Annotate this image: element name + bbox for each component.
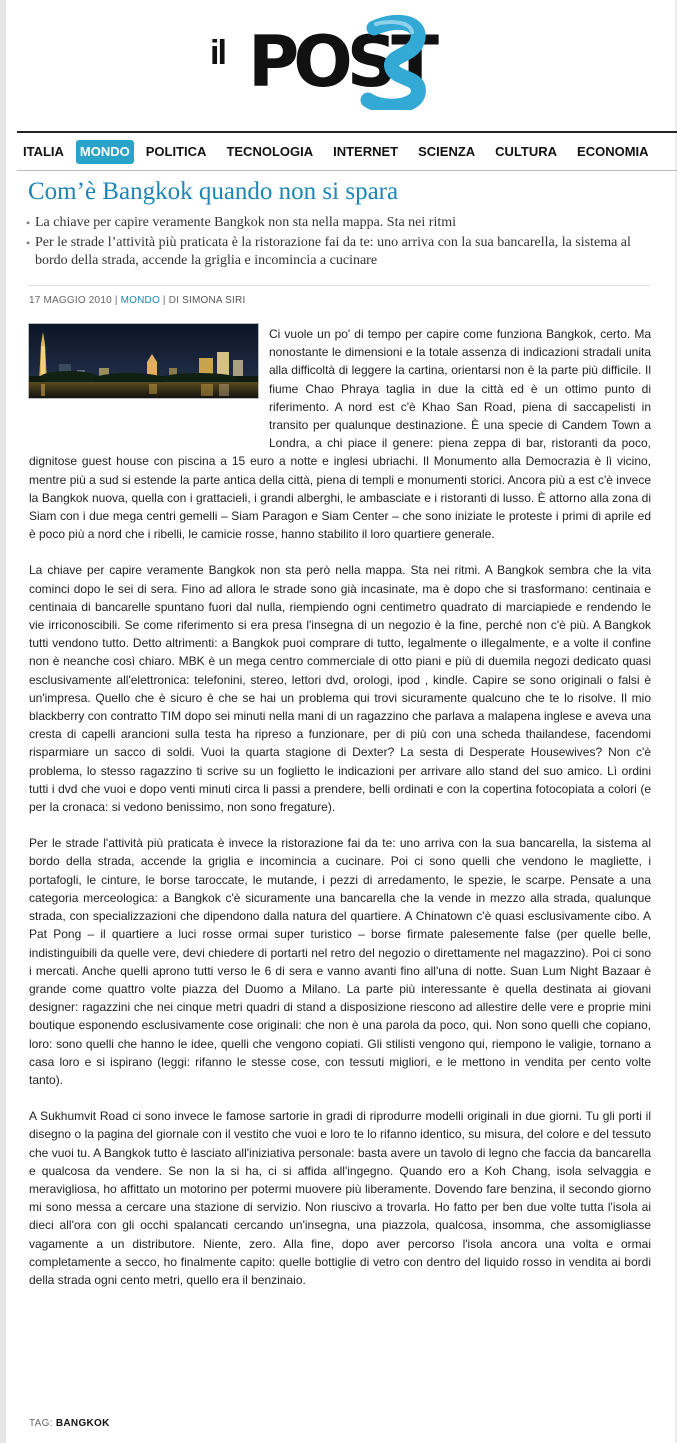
summary-item: • La chiave per capire veramente Bangkok non sta nella mappa. Sta nei ritmi xyxy=(26,214,650,232)
main-navigation xyxy=(17,131,677,171)
nav-item-cultura[interactable]: CULTURA xyxy=(495,143,558,159)
logo-post-text: POST xyxy=(248,21,433,103)
site-logo[interactable] xyxy=(210,22,460,102)
logo-blue-ribbon-icon xyxy=(352,14,430,110)
article-summary xyxy=(26,214,650,272)
body-paragraph: Per le strade l'attività più praticata è invece la ristorazione fai da te: uno arriva con la sua bancarella, la sistema al bordo della strada, accende la griglia e incomincia a cucinare. Poi ci sono quelli che vendono le magliette, i portafogli, le cinture, le borse taroccate, le mutande, i pezzi di arredamento, le spezie, le scarpe. Pensate a una categoria merceologica: a Bangkok c'è sicuramente una bancarella che la vende in mezzo alla strada, qualunque strada, con specializzazioni che dipendono dalla natura del quartiere. A Chinatown c'è quasi esclusivamente cibo. A Pat Pong – il quartiere a luci rosse ormai super turistico – borse firmate palesemente false (per quelle belle, indistinguibili da quelle vere, devi chiedere di portarti nel retro del negozio o direttamente nel magazzino). Poi ci sono i mercati. Anche quelli aprono tutti verso le 6 di sera e vanno avanti fino all'una di notte. Suan Lum Night Bazaar è grande come quattro volte piazza del Duomo a Milano. La parte più interessante è quella destinata ai giovani designer: ragazzini che nei cinque metri quadri di stand a disposizione riescono ad allestire delle vere e proprie mini boutique esponendo esclusivamente cose originali: che non è una parola da poco, qui. Non sono quelli che copiano, loro: sono quelli che hanno le idee, quelli che vengono copiati. Gli stilisti vengono qui, riempono le valigie, tornano a casa loro e si ispirano (leggi: rifanno le stesse cose, con tessuti migliori, e le mettono in vendita per cento volte tanto). xyxy=(29,836,651,1087)
logo-il-text: il xyxy=(210,34,225,72)
article-meta: 17 MAGGIO 2010 | MONDO | DI SIMONA SIRI xyxy=(29,295,246,306)
body-paragraph: Ci vuole un po' di tempo per capire come funziona Bangkok, certo. Ma nonostante le dimensioni e la totale assenza di indicazioni stradali unita alla difficoltà di leggere la cartina, orientarsi non è la parte più difficile. Il fiume Chao Phraya taglia in due la città ed è un ottimo punto di riferimento. A nord est c'è Khao San Road, piena di saccapelisti in transito per qualunque destinazione. È una specie di Candem Town a Londra, a chi piace il genere: piena zeppa di bar, ristoranti da poco, dignitose guest house con piscina a 15 euro a notte e inglesi ubriachi. Il Monumento alla Democrazia è lì vicino, mentre più a sud si estende la parte antica della città, piena di templi e monumenti storici. Ancora più a est c'è invece la Bangkok nuova, quella con i grattacieli, i grandi alberghi, le ambasciate e i ristoranti di lusso. È attorno alla zona di Siam con i due mega centri gemelli – Siam Paragon e Siam Center – che sono iniziate le proteste i primi di aprile ed è poco più a nord che i ribelli, le camicie rosse, hanno stabilito il loro quartiere generale. xyxy=(29,327,651,542)
nav-item-mondo[interactable]: MONDO xyxy=(76,140,134,164)
article-body xyxy=(29,325,651,1307)
nav-item-italia[interactable]: ITALIA xyxy=(23,143,64,159)
summary-item: • Per le strade l’attività più praticata è la ristorazione fai da te: uno arriva con la sua bancarella, la sistema al bordo della strada, accende la griglia e incomincia a cucinare xyxy=(26,234,650,270)
tag-label: TAG: xyxy=(29,1418,53,1429)
article-category-link[interactable]: MONDO xyxy=(120,295,160,306)
nav-item-tecnologia[interactable]: TECNOLOGIA xyxy=(226,143,314,159)
article-title[interactable]: Com’è Bangkok quando non si spara xyxy=(28,178,399,205)
left-margin-rule xyxy=(0,0,6,1443)
tag-link-bangkok[interactable]: BANGKOK xyxy=(55,1418,110,1429)
nav-item-scienza[interactable]: SCIENZA xyxy=(418,143,476,159)
article-date: 17 MAGGIO 2010 xyxy=(29,295,112,306)
nav-item-economia[interactable]: ECONOMIA xyxy=(577,143,649,159)
meta-divider xyxy=(28,285,650,286)
body-paragraph: A Sukhumvit Road ci sono invece le famose sartorie in gradi di riprodurre modelli originali in due giorni. Tu gli porti il disegno o la pagina del giornale con il vestito che vuoi e loro te lo rifanno identico, su misura, del colore e del tessuto che vuoi tu. A Bangkok tutto è lasciato all'iniziativa personale: basta avere un tavolo di legno che faccia da bancarella e qualcosa da vendere. Se non la si ha, ci si affida all'ingegno. Quando ero a Koh Chang, isola selvaggia e meravigliosa, ho affittato un motorino per potermi muovere più liberamente. Dovendo fare benzina, il secondo giorno mi sono messa a cercare una stazione di servizio. Non riuscivo a trovarla. Ho fatto per ben due volte tutta l'isola ai dieci all'ora con gli occhi spalancati cercando un'insegna, una piazzola, qualcosa, insomma, che assomigliasse vagamente a un distributore. Niente, zero. Alla fine, dopo aver percorso l'isola ancora una volta e ormai completamente a secco, ho finalmente capito: quelle bottiglie di vetro con dentro del liquido rosso in vendita ai bordi della strada ogni cento metri, quello era il benzinaio. xyxy=(29,1109,651,1287)
byline-prefix: DI xyxy=(168,295,180,306)
body-paragraph: La chiave per capire veramente Bangkok non sta però nella mappa. Sta nei ritmi. A Bangkok sembra che la vita cominci dopo le sei di sera. Fino ad allora le strade sono già incasinate, ma è dopo che si trasformano: centinaia e centinaia di bancarelle spuntano fuori dal nulla, riempiendo ogni centimetro quadrato di marciapiede e rendendo le vie irriconoscibili. Se come riferimento si era presa l'insegna di un negozio è la fine, perché non c'è più. A Bangkok tutti vendono tutto. Detto altrimenti: a Bangkok puoi comprare di tutto, legalmente o illegalmente, e a volte il confine non è neanche così chiaro. MBK è un mega centro commerciale di otto piani e più di duemila negozi dedicato quasi esclusivamente all'elettronica: telefonini, stereo, lettori dvd, orologi, ipod , kindle. Capire se sono originali o falsi è un'impresa. Quello che è sicuro è che se hai un problema qui trovi sicuramente qualcuno che te lo risolve. Il mio blackberry con contratto TIM dopo sei minuti nella mani di un ragazzino che parlava a malapena inglese e aveva una cresta di capelli arancioni sulla testa ha ripreso a funzionare, per di più con una scheda thailandese, facendomi risparmiare un sacco di soldi. Vuoi la quarta stagione di Dexter? La sesta di Desperate Housewives? Non c'è problema, lo stesso ragazzino ti scrive su un foglietto le indicazioni per arrivare allo stand del suo amico. Lì ordini tutti i dvd che vuoi e dopo venti minuti circa li passi a prendere, belli ordinati e con la copertina fotocopiata a colori (e per la cronaca: si vedono benissimo, non sono fregature). xyxy=(29,563,651,815)
photo-float-spacer xyxy=(29,325,269,451)
nav-item-politica[interactable]: POLITICA xyxy=(145,143,207,159)
article-author-link[interactable]: SIMONA SIRI xyxy=(182,295,246,306)
article-tags xyxy=(29,1418,110,1429)
nav-item-internet[interactable]: INTERNET xyxy=(333,143,399,159)
